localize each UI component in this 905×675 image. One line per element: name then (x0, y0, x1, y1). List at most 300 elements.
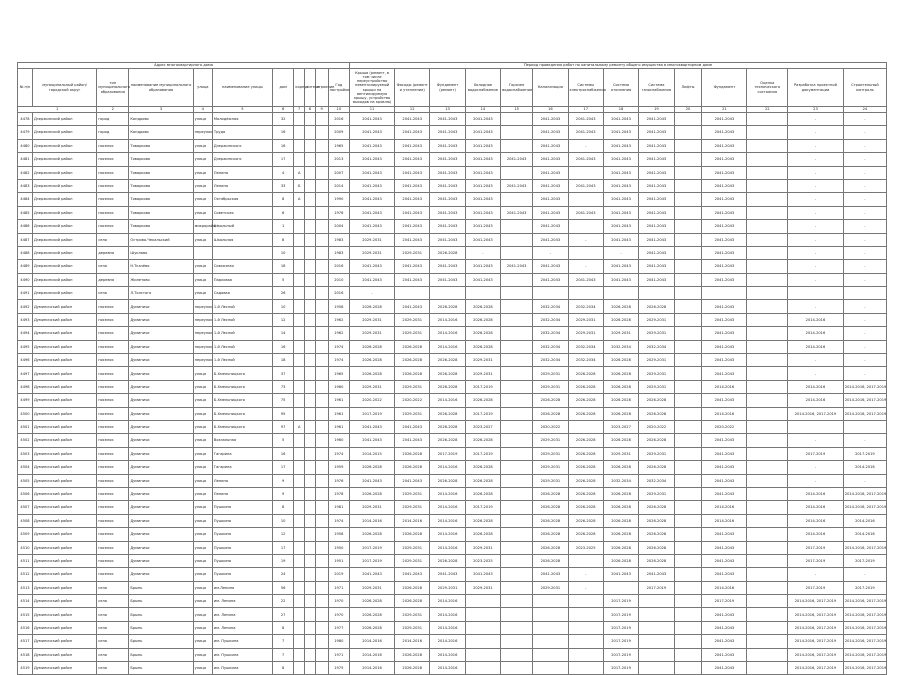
cell-foundation: 2041-2043 (430, 568, 465, 581)
column-header: строение (315, 69, 328, 107)
table-row (18, 139, 887, 152)
cell-cold-water: 2026-2028 (465, 340, 500, 353)
cell-facade: 2026-2028 (395, 662, 430, 675)
cell-house: 26 (272, 287, 293, 300)
cell-gas (639, 287, 674, 300)
cell-empty (315, 273, 328, 286)
cell-heating: 2032-2034 (603, 474, 638, 487)
cell-korpus (294, 501, 305, 514)
cell-fund: 2041-2043 (702, 126, 747, 139)
cell-empty (305, 662, 316, 675)
cell-sewer (533, 595, 568, 608)
cell-empty (315, 541, 328, 554)
cell-electric: 2026-2028 (568, 394, 603, 407)
cell-korpus (294, 139, 305, 152)
cell-lift (674, 434, 702, 447)
cell-settlement: Думиничи (129, 501, 193, 514)
column-header: № п/п (18, 69, 33, 107)
cell-year: 1977 (328, 621, 349, 634)
cell-fund: 2041-2043 (702, 354, 747, 367)
cell-empty (305, 528, 316, 541)
cell-heating: 2041-2043 (603, 273, 638, 286)
cell-year: 2004 (328, 220, 349, 233)
column-number: 4 (193, 107, 212, 113)
cell-roof: 2041-2043 (350, 166, 395, 179)
cell-sewer: 2026-2028 (533, 541, 568, 554)
cell-settlement: Думиничи (129, 447, 193, 460)
cell-sewer: 2041-2043 (533, 126, 568, 139)
cell-roof: 2041-2043 (350, 420, 395, 433)
cell-design: - (788, 166, 844, 179)
cell-electric (568, 621, 603, 634)
cell-control: 2014-2016, 2017-2019 (843, 662, 886, 675)
cell-electric (568, 420, 603, 433)
cell-id: 4493 (18, 313, 33, 326)
cell-year: 2014 (328, 179, 349, 192)
cell-lift (674, 461, 702, 474)
table-row (18, 179, 887, 192)
cell-street-type: улица (193, 233, 212, 246)
cell-year: 1974 (328, 514, 349, 527)
table-row (18, 380, 887, 393)
cell-year: 1981 (328, 501, 349, 514)
cell-street-type: улица (193, 487, 212, 500)
cell-settlement: Брынь (129, 635, 193, 648)
cell-sewer: 2041-2043 (533, 153, 568, 166)
cell-korpus (294, 514, 305, 527)
cell-empty (305, 287, 316, 300)
cell-korpus (294, 206, 305, 219)
cell-roof: 2041-2043 (350, 568, 395, 581)
cell-year: 2016 (328, 113, 349, 126)
cell-design: 2014-2016, 2017-2019 (788, 648, 844, 661)
cell-cold-water: 2026-2028 (465, 474, 500, 487)
cell-settlement: Товарково (129, 206, 193, 219)
cell-assess (747, 487, 788, 500)
cell-district: Думиничский район (32, 420, 96, 433)
cell-lift (674, 420, 702, 433)
cell-roof: 2014-2016 (350, 635, 395, 648)
cell-facade: 2029-2031 (395, 621, 430, 634)
cell-facade: 2041-2043 (395, 126, 430, 139)
cell-lift (674, 300, 702, 313)
cell-electric: 2026-2028 (568, 434, 603, 447)
cell-street-type: улица (193, 648, 212, 661)
cell-roof: 2041-2043 (350, 179, 395, 192)
cell-settlement: Думиничи (129, 340, 193, 353)
cell-roof: 2041-2043 (350, 139, 395, 152)
cell-street: 1-й Лесной (212, 354, 272, 367)
address-group-header: Адрес многоквартирного дома (18, 63, 350, 69)
cell-street-type: улица (193, 514, 212, 527)
cell-lift (674, 648, 702, 661)
cell-design: - (788, 153, 844, 166)
cell-empty (315, 568, 328, 581)
cell-year: 1960 (328, 434, 349, 447)
column-header: Разработка проектной документации (788, 69, 844, 107)
cell-control: 2014-2016, 2017-2019 (843, 608, 886, 621)
cell-district: Думиничский район (32, 313, 96, 326)
cell-foundation: 2041-2043 (430, 166, 465, 179)
cell-settlement: Товарково (129, 193, 193, 206)
cell-hot-water: 2041-2043 (501, 179, 533, 192)
cell-id: 4517 (18, 635, 33, 648)
cell-year: 1965 (328, 139, 349, 152)
cell-foundation: 2014-2016 (430, 487, 465, 500)
cell-electric: - (568, 260, 603, 273)
cell-fund: 2041-2043 (702, 447, 747, 460)
cell-design: 2014-2016 (788, 340, 844, 353)
column-header: Канализация (533, 69, 568, 107)
cell-control: - (843, 113, 886, 126)
cell-settlement: Думиничи (129, 420, 193, 433)
cell-settlement-type: поселок (97, 166, 129, 179)
cell-sewer: 2026-2028 (533, 487, 568, 500)
cell-control (843, 287, 886, 300)
cell-design: - (788, 206, 844, 219)
cell-hot-water (501, 608, 533, 621)
cell-street-type: улица (193, 260, 212, 273)
cell-design: 2014-2016, 2017-2019 (788, 595, 844, 608)
table-row (18, 501, 887, 514)
cell-house: 33 (272, 179, 293, 192)
column-number: 20 (674, 107, 702, 113)
cell-foundation: 2041-2043 (430, 206, 465, 219)
cell-fund: 2041-2043 (702, 220, 747, 233)
cell-street: 1-й Лесной (212, 300, 272, 313)
cell-gas: 2041-2043 (639, 206, 674, 219)
cell-empty (315, 246, 328, 259)
cell-empty (315, 554, 328, 567)
cell-control: - (843, 166, 886, 179)
cell-house: 9 (272, 474, 293, 487)
cell-empty (305, 246, 316, 259)
cell-korpus (294, 608, 305, 621)
cell-foundation: 2014-2016 (430, 621, 465, 634)
cell-cold-water: 2026-2028 (465, 327, 500, 340)
column-header: Система отопления (603, 69, 638, 107)
cell-district: Дзержинский район (32, 193, 96, 206)
cell-year: 2010 (328, 273, 349, 286)
cell-settlement: Думиничи (129, 554, 193, 567)
cell-empty (315, 662, 328, 675)
cell-heating: 2041-2043 (603, 113, 638, 126)
cell-gas (639, 648, 674, 661)
cell-id: 4510 (18, 541, 33, 554)
cell-korpus (294, 287, 305, 300)
cell-control: - (843, 313, 886, 326)
cell-settlement-type: село (97, 648, 129, 661)
cell-assess (747, 461, 788, 474)
cell-foundation: 2041-2043 (430, 113, 465, 126)
cell-fund: 2041-2043 (702, 113, 747, 126)
cell-sewer (533, 635, 568, 648)
cell-street: Вокзальная (212, 434, 272, 447)
cell-foundation: 2017-2019 (430, 447, 465, 460)
cell-roof: 2017-2019 (350, 541, 395, 554)
cell-empty (305, 608, 316, 621)
cell-korpus: А (294, 166, 305, 179)
cell-roof: 2041-2043 (350, 474, 395, 487)
cell-hot-water (501, 367, 533, 380)
cell-id: 4506 (18, 487, 33, 500)
cell-street-type: улица (193, 474, 212, 487)
cell-facade: 2020-2022 (395, 394, 430, 407)
cell-electric (568, 287, 603, 300)
cell-gas: 2041-2043 (639, 246, 674, 259)
cell-control: - (843, 220, 886, 233)
cell-street: Ленина (212, 487, 272, 500)
cell-gas (639, 621, 674, 634)
cell-roof: 2041-2043 (350, 260, 395, 273)
cell-facade: 2029-2031 (395, 487, 430, 500)
cell-heating: 2026-2028 (603, 407, 638, 420)
cell-fund: 2041-2043 (702, 608, 747, 621)
cell-empty (305, 474, 316, 487)
cell-foundation: 2029-2031 (430, 581, 465, 594)
cell-assess (747, 354, 788, 367)
cell-design: 2014-2016 (788, 313, 844, 326)
cell-settlement: Думиничи (129, 367, 193, 380)
cell-id: 4488 (18, 246, 33, 259)
cell-design: 2014-2016 (788, 487, 844, 500)
cell-assess (747, 179, 788, 192)
cell-korpus (294, 394, 305, 407)
cell-settlement-type: поселок (97, 220, 129, 233)
cell-cold-water: 2026-2028 (465, 487, 500, 500)
cell-electric: 2041-2043 (568, 179, 603, 192)
cell-heating: 2026-2028 (603, 300, 638, 313)
cell-id: 4515 (18, 608, 33, 621)
cell-cold-water: 2029-2031 (465, 354, 500, 367)
cell-house: 22 (272, 595, 293, 608)
cell-year: 1950 (328, 541, 349, 554)
cell-fund: 2014-2016 (702, 514, 747, 527)
cell-year: 2016 (328, 260, 349, 273)
cell-roof: 2041-2043 (350, 113, 395, 126)
cell-korpus (294, 554, 305, 567)
cell-assess (747, 407, 788, 420)
cell-lift (674, 608, 702, 621)
cell-roof: 2026-2028 (350, 595, 395, 608)
cell-heating: 2041-2043 (603, 179, 638, 192)
column-header: Оценка технического состояния (747, 69, 788, 107)
cell-house: 6 (272, 206, 293, 219)
cell-electric: 2032-2034 (568, 300, 603, 313)
cell-heating: 2041-2043 (603, 568, 638, 581)
cell-empty (305, 367, 316, 380)
cell-lift (674, 474, 702, 487)
cell-assess (747, 394, 788, 407)
cell-foundation: 2026-2028 (430, 474, 465, 487)
table-row (18, 608, 887, 621)
cell-fund: 2014-2016 (702, 407, 747, 420)
cell-foundation: 2041-2043 (430, 193, 465, 206)
cell-hot-water (501, 193, 533, 206)
cell-control: 2014-2016, 2017-2019 (843, 487, 886, 500)
cell-roof: 2026-2028 (350, 487, 395, 500)
cell-lift (674, 487, 702, 500)
cell-design: - (788, 113, 844, 126)
cell-foundation: 2026-2028 (430, 434, 465, 447)
cell-fund: 2041-2043 (702, 340, 747, 353)
cell-roof: 2029-2031 (350, 380, 395, 393)
cell-street: Дзержинского (212, 139, 272, 152)
cell-settlement-type: поселок (97, 461, 129, 474)
cell-settlement-type: город (97, 113, 129, 126)
cell-assess (747, 233, 788, 246)
cell-settlement-type: поселок (97, 367, 129, 380)
cell-korpus (294, 635, 305, 648)
cell-hot-water (501, 126, 533, 139)
column-number: 14 (465, 107, 500, 113)
cell-hot-water (501, 474, 533, 487)
cell-cold-water: 2017-2019 (465, 501, 500, 514)
cell-district: Думиничский район (32, 487, 96, 500)
cell-electric: 2041-2043 (568, 113, 603, 126)
cell-empty (305, 260, 316, 273)
cell-design: - (788, 367, 844, 380)
cell-foundation: 2014-2016 (430, 662, 465, 675)
cell-korpus (294, 541, 305, 554)
cell-electric: 2032-2034 (568, 340, 603, 353)
cell-gas: 2026-2028 (639, 528, 674, 541)
cell-hot-water (501, 581, 533, 594)
cell-house: 8 (272, 501, 293, 514)
cell-electric: 2026-2028 (568, 514, 603, 527)
cell-district: Думиничский район (32, 528, 96, 541)
cell-foundation: 2014-2016 (430, 528, 465, 541)
cell-settlement-type: поселок (97, 394, 129, 407)
cell-gas (639, 608, 674, 621)
cell-fund: 2041-2043 (702, 474, 747, 487)
cell-gas (639, 635, 674, 648)
cell-design: - (788, 233, 844, 246)
cell-facade (395, 287, 430, 300)
cell-design: - (788, 354, 844, 367)
cell-assess (747, 206, 788, 219)
cell-heating: 2026-2028 (603, 541, 638, 554)
cell-year: 2016 (328, 287, 349, 300)
cell-control: - (843, 273, 886, 286)
cell-control: 2014-2016, 2017-2019 (843, 541, 886, 554)
cell-cold-water: 2029-2031 (465, 541, 500, 554)
cell-assess (747, 300, 788, 313)
cell-fund: 2041-2043 (702, 139, 747, 152)
cell-roof: 2026-2028 (350, 621, 395, 634)
cell-facade: 2026-2028 (395, 528, 430, 541)
cell-lift (674, 595, 702, 608)
cell-control: 2014-2016, 2017-2019 (843, 407, 886, 420)
cell-house: 10 (272, 300, 293, 313)
cell-electric (568, 246, 603, 259)
cell-roof: 2029-2031 (350, 246, 395, 259)
cell-foundation: 2014-2016 (430, 501, 465, 514)
cell-street-type: улица (193, 113, 212, 126)
cell-sewer: 2026-2028 (533, 514, 568, 527)
cell-house: 9 (272, 487, 293, 500)
cell-settlement-type: поселок (97, 380, 129, 393)
cell-roof: 2017-2019 (350, 407, 395, 420)
cell-facade: 2029-2031 (395, 608, 430, 621)
cell-heating: 2026-2028 (603, 313, 638, 326)
cell-lift (674, 394, 702, 407)
cell-lift (674, 126, 702, 139)
column-number: 12 (395, 107, 430, 113)
cell-street-type: улица (193, 153, 212, 166)
cell-assess (747, 166, 788, 179)
cell-fund: 2041-2043 (702, 541, 747, 554)
cell-empty (315, 367, 328, 380)
cell-cold-water: 2026-2028 (465, 434, 500, 447)
cell-district: Думиничский район (32, 447, 96, 460)
cell-korpus (294, 113, 305, 126)
cell-design: 2014-2016, 2017-2019 (788, 608, 844, 621)
cell-lift (674, 220, 702, 233)
cell-design: - (788, 568, 844, 581)
cell-hot-water (501, 394, 533, 407)
cell-foundation (430, 287, 465, 300)
cell-district: Дзержинский район (32, 139, 96, 152)
cell-electric: 2041-2043 (568, 126, 603, 139)
cell-settlement-type: поселок (97, 447, 129, 460)
cell-hot-water (501, 233, 533, 246)
cell-korpus (294, 354, 305, 367)
table-row (18, 474, 887, 487)
cell-lift (674, 568, 702, 581)
cell-roof: - (350, 287, 395, 300)
cell-settlement: Думиничи (129, 568, 193, 581)
cell-cold-water: 2026-2028 (465, 313, 500, 326)
cell-house: 19 (272, 554, 293, 567)
cell-control: - (843, 474, 886, 487)
cell-empty (305, 153, 316, 166)
cell-id: 4513 (18, 581, 33, 594)
cell-lift (674, 635, 702, 648)
cell-empty (315, 166, 328, 179)
cell-gas: 2041-2043 (639, 166, 674, 179)
cell-street-type: улица (193, 434, 212, 447)
cell-design: - (788, 300, 844, 313)
cell-foundation: 2014-2016 (430, 608, 465, 621)
cell-roof: 2029-2031 (350, 233, 395, 246)
cell-hot-water (501, 246, 533, 259)
cell-empty (315, 474, 328, 487)
cell-street: Садовая (212, 287, 272, 300)
cell-street: Б.Хмельницкого (212, 394, 272, 407)
cell-sewer: 2041-2043 (533, 260, 568, 273)
cell-house: 18 (272, 354, 293, 367)
cell-facade: 2014-2016 (395, 635, 430, 648)
cell-lift (674, 153, 702, 166)
cell-assess (747, 260, 788, 273)
cell-electric: 2041-2043 (568, 273, 603, 286)
cell-lift (674, 166, 702, 179)
cell-foundation: 2014-2016 (430, 340, 465, 353)
column-number: 22 (747, 107, 788, 113)
cell-fund: 2041-2043 (702, 554, 747, 567)
cell-lift (674, 662, 702, 675)
cell-house: 17 (272, 461, 293, 474)
cell-control: 2014-2016, 2017-2019 (843, 380, 886, 393)
cell-settlement-type: село (97, 595, 129, 608)
cell-control: - (843, 246, 886, 259)
cell-id: 4478 (18, 113, 33, 126)
cell-settlement: Думиничи (129, 528, 193, 541)
cell-id: 4500 (18, 407, 33, 420)
cell-hot-water (501, 354, 533, 367)
cell-fund: 2017-2019 (702, 595, 747, 608)
